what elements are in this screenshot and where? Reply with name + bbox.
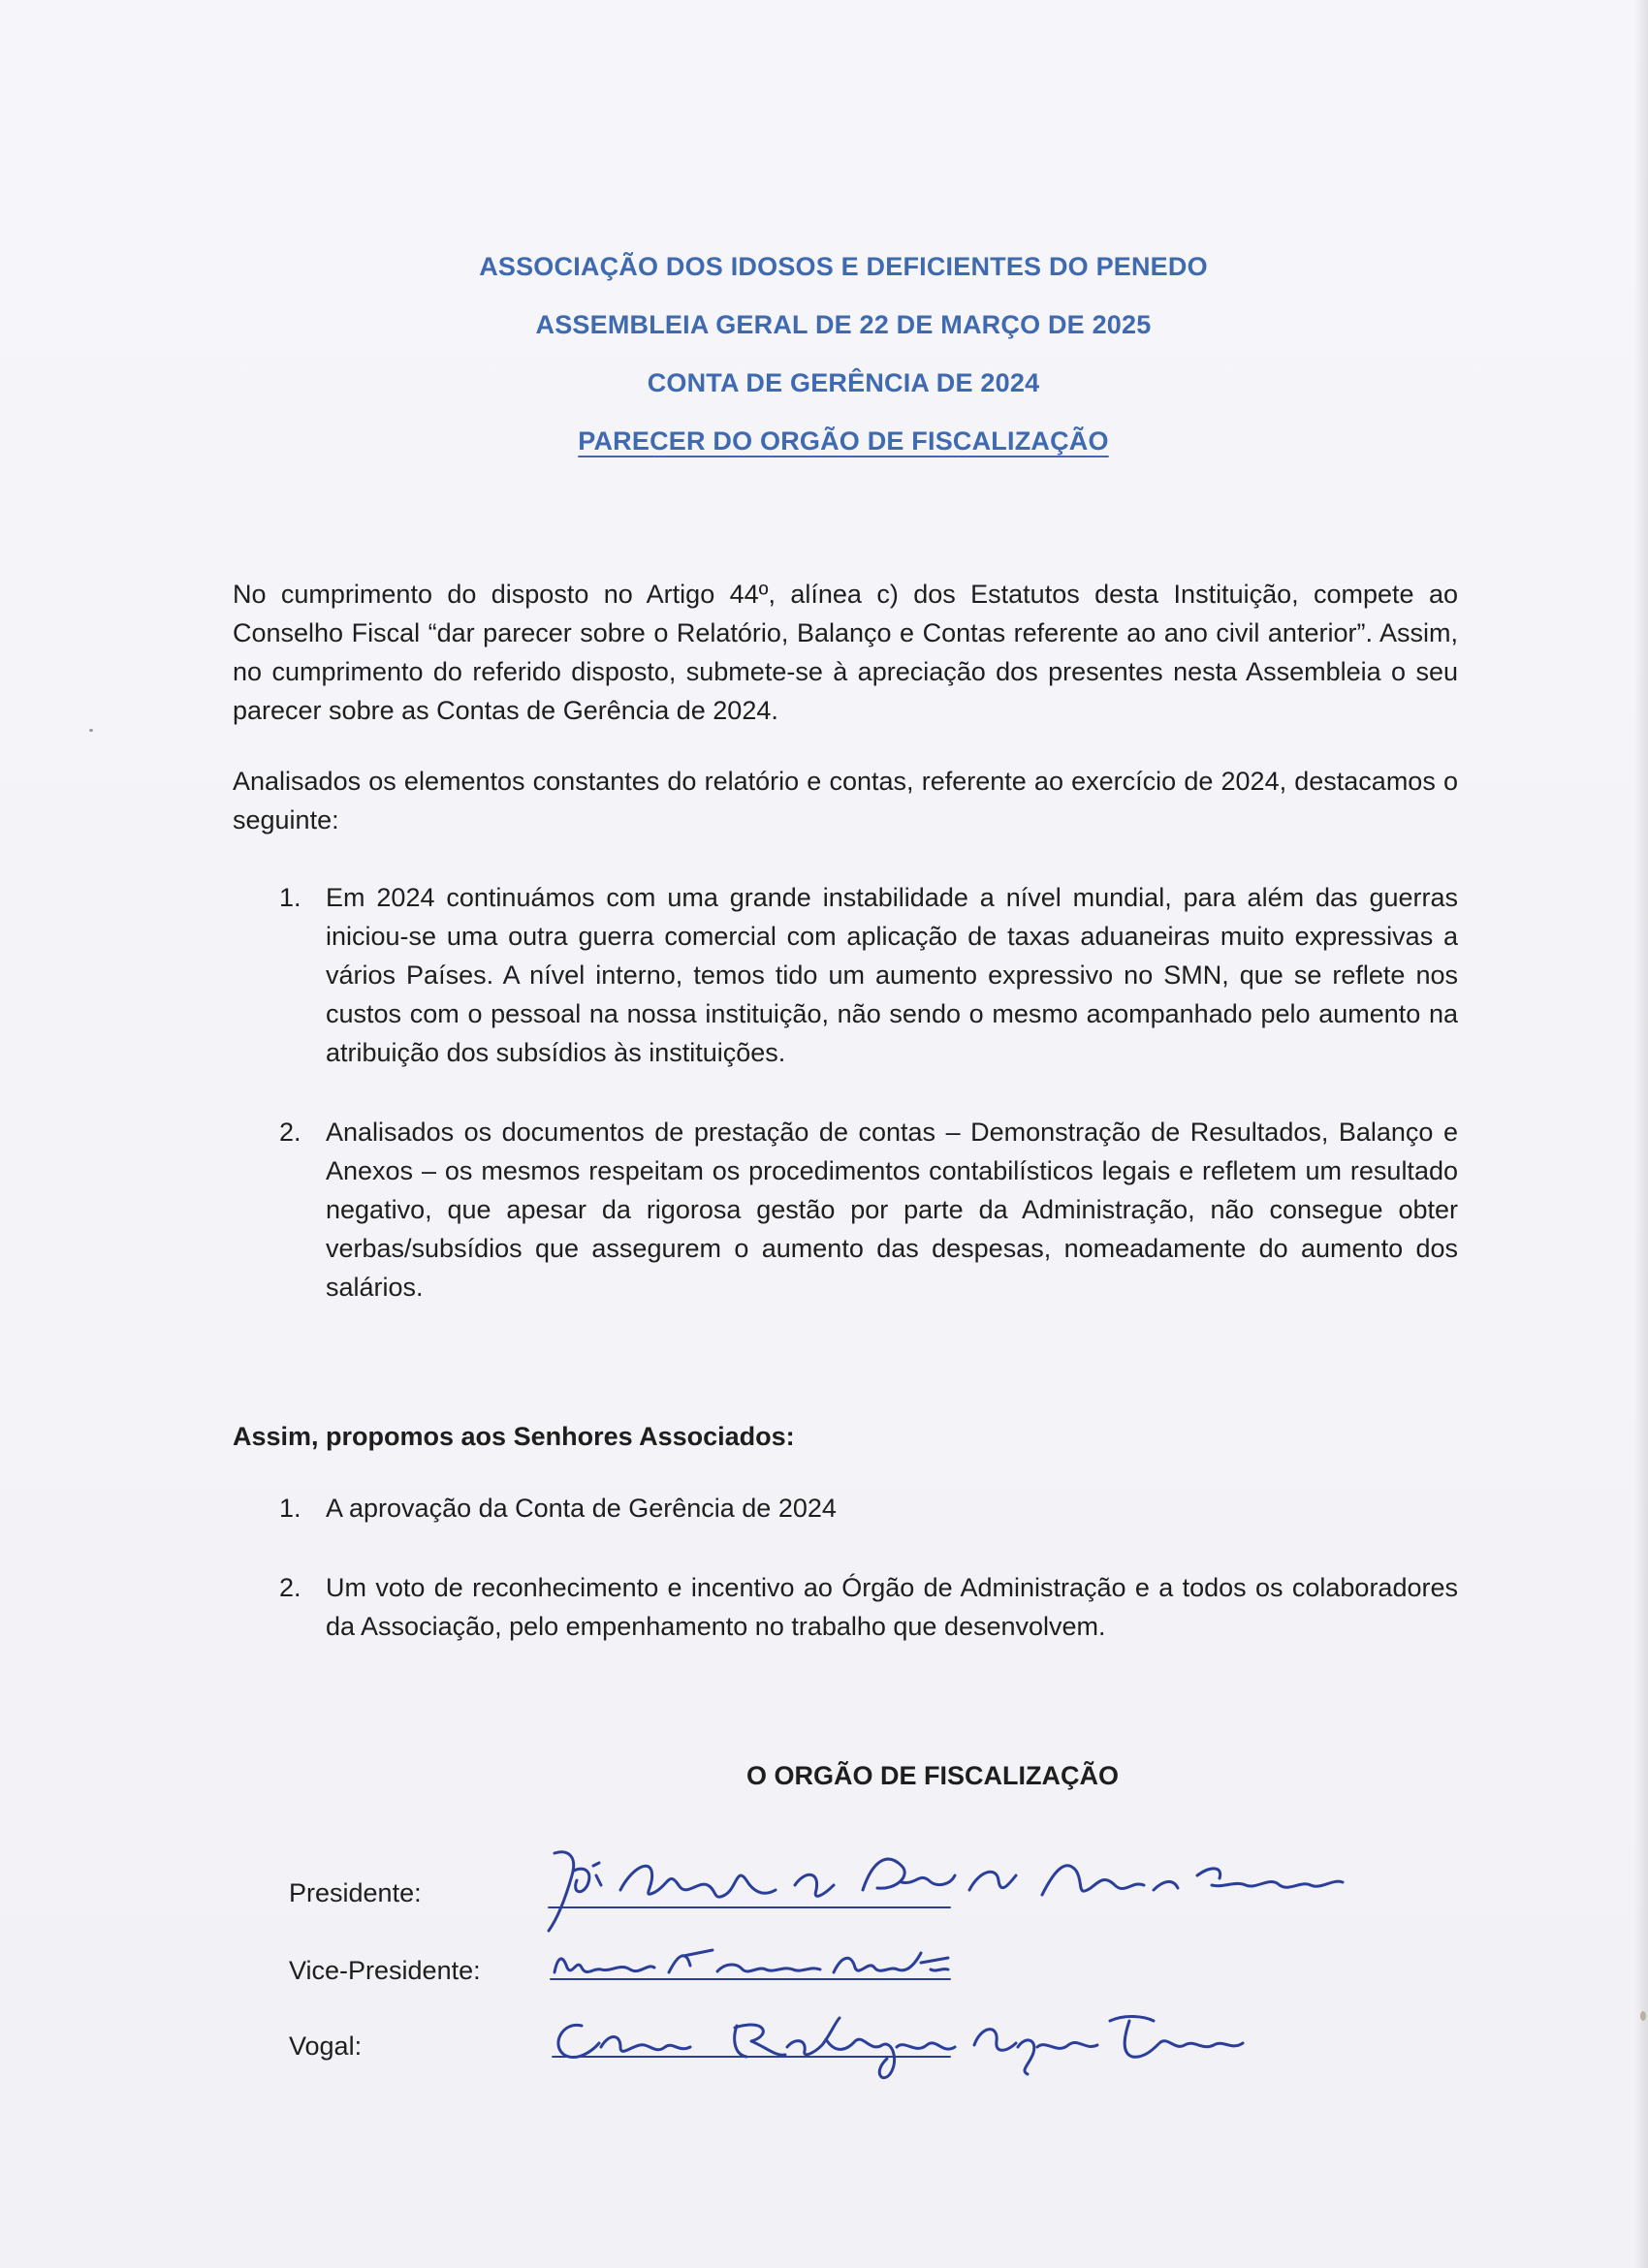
assembly-date: ASSEMBLEIA GERAL DE 22 DE MARÇO DE 2025 xyxy=(535,310,1152,339)
signature-block-title: O ORGÃO DE FISCALIZAÇÃO xyxy=(746,1761,1119,1790)
list-item xyxy=(279,1489,1458,1528)
list-item-number: 2. xyxy=(279,1573,301,1602)
scan-speck xyxy=(1640,2011,1646,2021)
association-name: ASSOCIAÇÃO DOS IDOSOS E DEFICIENTES DO PENEDO xyxy=(479,252,1208,281)
signature-row-vice-president xyxy=(289,1951,541,1990)
list-item xyxy=(279,1113,1458,1307)
list-item-number: 1. xyxy=(279,1494,301,1523)
list-item-text: Analisados os documentos de prestação de contas – Demonstração de Resultados, Balanço e Anexos – os mesmos respeitam os procedimentos contabilísticos legais e refletem um resultado negativo, que apesar da rigorosa gestão por parte da Administração, não consegue obter verbas/subsídios que assegurem o aumento das despesas, nomeadamente do aumento dos salários. xyxy=(326,1118,1458,1302)
proposal-heading: Assim, propomos aos Senhores Associados: xyxy=(233,1422,795,1451)
signature-label: Vice-Presidente: xyxy=(289,1956,481,1985)
accounts-title: CONTA DE GERÊNCIA DE 2024 xyxy=(647,368,1040,397)
list-item-number: 1. xyxy=(279,883,301,912)
list-item-text: Em 2024 continuámos com uma grande instabilidade a nível mundial, para além das guerras iniciou-se uma outra guerra comercial com aplicação de taxas aduaneiras muito expressivas a vários Países. A nível interno, temos tido um aumento expressivo no SMN, que se reflete nos custos com o pessoal na nossa instituição, não sendo o mesmo acompanhado pelo aumento na atribuição dos subsídios às instituições. xyxy=(326,883,1458,1067)
analysis-intro-paragraph: Analisados os elementos constantes do relatório e contas, referente ao exercício de 2024, destacamos o seguinte: xyxy=(233,767,1458,835)
scan-speck xyxy=(89,729,93,732)
list-item-text: A aprovação da Conta de Gerência de 2024 xyxy=(326,1494,837,1523)
highlights-list xyxy=(279,878,1458,1307)
report-title: PARECER DO ORGÃO DE FISCALIZAÇÃO xyxy=(578,426,1109,456)
list-item-number: 2. xyxy=(279,1118,301,1147)
signature-label: Vogal: xyxy=(289,2032,363,2061)
signature-row-vogal xyxy=(289,2027,541,2065)
list-item xyxy=(279,878,1458,1072)
signature-row-president xyxy=(289,1874,541,1912)
signature-label: Presidente: xyxy=(289,1878,422,1907)
list-item-text: Um voto de reconhecimento e incentivo ao Órgão de Administração e a todos os colaboradores da Associação, pelo empenhamento no trabalho que desenvolvem. xyxy=(326,1573,1458,1641)
document-header xyxy=(0,237,1648,470)
intro-paragraph: No cumprimento do disposto no Artigo 44º, alínea c) dos Estatutos desta Instituição, compete ao Conselho Fiscal “dar parecer sobre o Relatório, Balanço e Contas referente ao ano civil anterior”. Assim, no cumprimento do referido disposto, submete-se à apreciação dos presentes nesta Assembleia o seu parecer sobre as Contas de Gerência de 2024. xyxy=(233,580,1458,725)
list-item xyxy=(279,1568,1458,1646)
proposal-list xyxy=(279,1489,1458,1646)
